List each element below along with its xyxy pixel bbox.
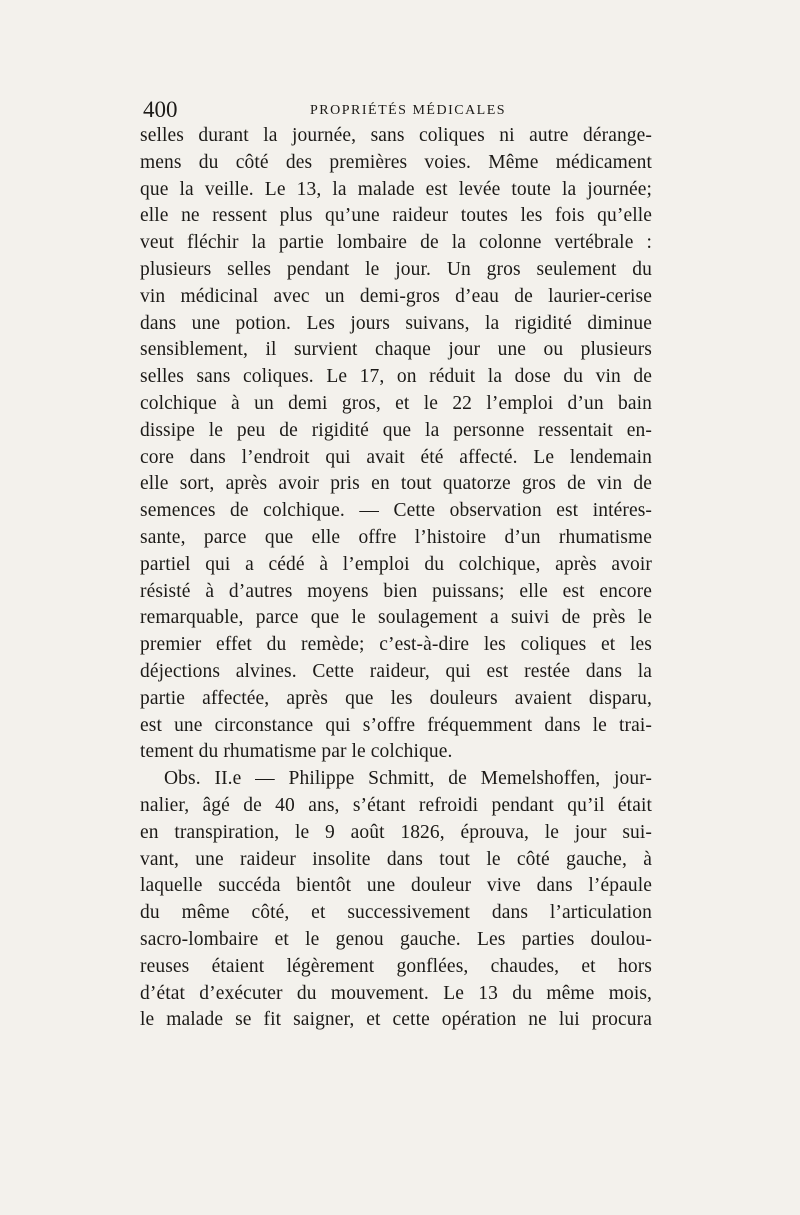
text-line: résisté à d’autres moyens bien puissans; elle est encore: [140, 580, 652, 602]
text-line: semences de colchique. — Cette observation est intéres-: [140, 500, 652, 522]
text-line: d’état d’exécuter du mouvement. Le 13 du même mois,: [140, 982, 652, 1004]
text-line: en transpiration, le 9 août 1826, éprouva, le jour sui-: [140, 821, 652, 843]
page-number: 400: [143, 97, 178, 122]
text-line: plusieurs selles pendant le jour. Un gros seulement du: [140, 258, 652, 280]
text-line: selles sans coliques. Le 17, on réduit la dose du vin de: [140, 366, 652, 388]
text-line: tement du rhumatisme par le colchique.: [140, 741, 453, 763]
text-line: reuses étaient légèrement gonflées, chaudes, et hors: [140, 955, 652, 977]
text-line: elle ne ressent plus qu’une raideur toutes les fois qu’elle: [140, 205, 652, 227]
text-line: nalier, âgé de 40 ans, s’étant refroidi pendant qu’il était: [140, 794, 652, 816]
text-line: colchique à un demi gros, et le 22 l’emploi d’un bain: [140, 392, 652, 414]
text-line: du même côté, et successivement dans l’articulation: [140, 902, 652, 924]
text-line: dissipe le peu de rigidité que la personne ressentait en-: [140, 419, 652, 441]
text-line: partie affectée, après que les douleurs avaient disparu,: [140, 687, 652, 709]
text-line: remarquable, parce que le soulagement a suivi de près le: [140, 607, 652, 629]
text-line: que la veille. Le 13, la malade est levée toute la journée;: [140, 178, 652, 200]
text-line: sante, parce que elle offre l’histoire d’un rhumatisme: [140, 526, 652, 548]
text-line: mens du côté des premières voies. Même médicament: [140, 151, 652, 173]
text-line: core dans l’endroit qui avait été affecté. Le lendemain: [140, 446, 652, 468]
text-line: Obs. II.e — Philippe Schmitt, de Memelshoffen, jour-: [164, 768, 652, 790]
text-line: est une circonstance qui s’offre fréquemment dans le trai-: [140, 714, 652, 736]
body-text: [140, 123, 652, 1034]
text-line: vant, une raideur insolite dans tout le côté gauche, à: [140, 848, 652, 870]
text-line: premier effet du remède; c’est-à-dire les coliques et les: [140, 634, 652, 656]
text-line: dans une potion. Les jours suivans, la rigidité diminue: [140, 312, 652, 334]
text-line: veut fléchir la partie lombaire de la colonne vertébrale :: [140, 232, 652, 254]
text-line: sensiblement, il survient chaque jour une ou plusieurs: [140, 339, 652, 361]
text-line: sacro-lombaire et le genou gauche. Les parties doulou-: [140, 928, 652, 950]
text-line: vin médicinal avec un demi-gros d’eau de laurier-cerise: [140, 285, 652, 307]
text-line: laquelle succéda bientôt une douleur vive dans l’épaule: [140, 875, 652, 897]
text-line: elle sort, après avoir pris en tout quatorze gros de vin de: [140, 473, 652, 495]
running-head: PROPRIÉTÉS MÉDICALES: [310, 103, 507, 118]
text-line: déjections alvines. Cette raideur, qui est restée dans la: [140, 660, 652, 682]
text-line: partiel qui a cédé à l’emploi du colchique, après avoir: [140, 553, 652, 575]
text-line: le malade se fit saigner, et cette opération ne lui procura: [140, 1009, 652, 1031]
text-line: selles durant la journée, sans coliques ni autre dérange-: [140, 125, 652, 146]
